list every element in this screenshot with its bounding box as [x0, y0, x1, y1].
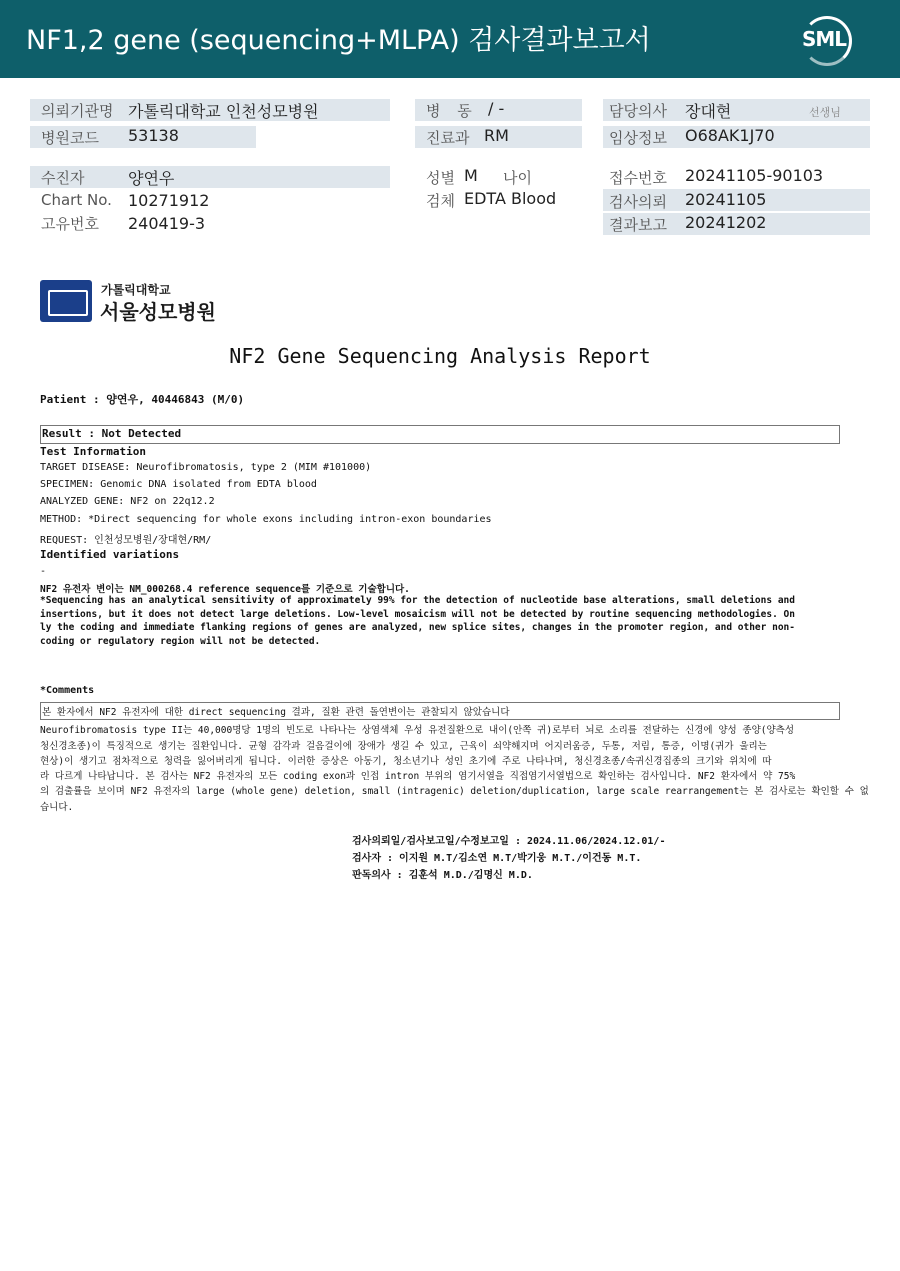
clinical-label: 임상정보: [609, 129, 667, 147]
report-date-value: 20241202: [685, 213, 767, 232]
department-label: 진료과: [426, 129, 470, 147]
specimen-line: SPECIMEN: Genomic DNA isolated from EDTA blood: [40, 479, 317, 490]
dates-line: 검사의뢰일/검사보고일/수정보고일 : 2024.11.06/2024.12.01/-: [352, 836, 666, 847]
hospital-emblem-icon: [40, 280, 92, 322]
hospital-small-name: 가톨릭대학교: [101, 283, 171, 297]
logo-text: SML: [802, 27, 847, 51]
receipt-label: 접수번호: [609, 169, 667, 187]
comment-line-6: 습니다.: [40, 802, 74, 813]
testers-line: 검사자 : 이지원 M.T/김소연 M.T/박기웅 M.T./이건동 M.T.: [352, 853, 642, 864]
specimen-value: EDTA Blood: [464, 189, 557, 208]
specimen-label: 검체: [426, 192, 455, 210]
chart-value: 10271912: [128, 191, 210, 210]
comment-line-3: 현상)이 생기고 점차적으로 청력을 잃어버리게 됩니다. 이러한 증상은 아동기, 청소년기나 성인 초기에 주로 나타나며, 청신경초종/속귀신경집종의 크기와 위치에 따: [40, 756, 772, 767]
sensitivity-line-3: ly the coding and immediate flanking regions of genes are analyzed, new splice sites, changes in the promoter region, and other non-: [40, 622, 795, 633]
ward-value: / -: [488, 99, 505, 118]
sensitivity-line-1: *Sequencing has an analytical sensitivity of approximately 99% for the detection of nucleotide base alterations, small deletions and: [40, 595, 795, 606]
sensitivity-line-2: insertions, but it does not detect large deletions. Low-level mosaicism will not be detected by routine sequencing methodologies. On: [40, 609, 795, 620]
target-disease: TARGET DISEASE: Neurofibromatosis, type 2 (MIM #101000): [40, 462, 372, 473]
request-date-label: 검사의뢰: [609, 193, 667, 211]
doctor-value: 장대현: [685, 102, 732, 121]
comment-line-2: 청신경초종)이 특징적으로 생기는 질환입니다. 균형 감각과 걸음걸이에 장애가 생길 수 있고, 근육이 쇠약해지며 어지러움증, 두통, 저림, 통증, 이명(귀가 울리는: [40, 741, 767, 752]
identified-dash: -: [40, 566, 47, 577]
chart-label: Chart No.: [41, 191, 112, 209]
report-header: [0, 0, 900, 78]
receipt-value: 20241105-90103: [685, 166, 824, 185]
report-header-title: NF1,2 gene (sequencing+MLPA) 검사결과보고서: [26, 25, 651, 56]
clinical-value: O68AK1J70: [685, 126, 775, 145]
sml-logo-icon: [798, 12, 854, 68]
reference-note: NF2 유전자 변이는 NM_000268.4 reference sequence를 기준으로 기술합니다.: [40, 584, 410, 595]
sex-value: M: [464, 166, 478, 185]
patient-label: 수진자: [41, 169, 85, 187]
patient-value: 양연우: [128, 169, 175, 188]
patient-line: Patient : 양연우, 40446843 (M/0): [40, 393, 245, 406]
request-date-value: 20241105: [685, 190, 767, 209]
comment-box-text: 본 환자에서 NF2 유전자에 대한 direct sequencing 결과, 질환 관련 돌연변이는 관찰되지 않았습니다: [42, 707, 510, 718]
hospital-big-name: 서울성모병원: [100, 300, 216, 324]
comments-heading: *Comments: [40, 685, 95, 696]
method-line: METHOD: *Direct sequencing for whole exons including intron-exon boundaries: [40, 514, 492, 525]
ward-label: 병 동: [426, 102, 478, 120]
analyzed-gene: ANALYZED GENE: NF2 on 22q12.2: [40, 496, 215, 507]
doctor-suffix: 선생님: [809, 106, 841, 119]
age-label: 나이: [503, 169, 532, 187]
identified-heading: Identified variations: [40, 548, 180, 561]
doctor-label: 담당의사: [609, 102, 667, 120]
request-line: REQUEST: 인천성모병원/장대현/RM/: [40, 535, 212, 546]
department-value: RM: [484, 126, 509, 145]
hospital-code-label: 병원코드: [41, 129, 99, 147]
hospital-emblem-inner: [48, 290, 88, 316]
institution-label: 의뢰기관명: [41, 102, 114, 120]
unique-label: 고유번호: [41, 215, 99, 233]
sensitivity-line-4: coding or regulatory region will not be detected.: [40, 636, 321, 647]
hospital-code-value: 53138: [128, 126, 179, 145]
test-info-heading: Test Information: [40, 445, 146, 458]
report-date-label: 결과보고: [609, 216, 667, 234]
result-text: Result : Not Detected: [42, 427, 182, 440]
institution-value: 가톨릭대학교 인천성모병원: [128, 102, 319, 121]
comment-line-1: Neurofibromatosis type II는 40,000명당 1명의 빈도로 나타나는 상염색체 우성 유전질환으로 내이(안쪽 귀)로부터 뇌로 소리를 전달하는 신경에 양성 종양(양측성: [40, 725, 795, 736]
comment-line-5: 의 검출률을 보이며 NF2 유전자의 large (whole gene) deletion, small (intragenic) deletion/duplication, large scale rearrangement는 본 검사로는 확인할 수 없: [40, 786, 869, 797]
comment-line-4: 라 다르게 나타납니다. 본 검사는 NF2 유전자의 모든 coding exon과 인접 intron 부위의 염기서열을 직접염기서열법으로 확인하는 검사입니다. NF2 환자에서 약 75%: [40, 771, 796, 782]
report-title: NF2 Gene Sequencing Analysis Report: [229, 344, 651, 368]
unique-value: 240419-3: [128, 214, 206, 233]
sex-label: 성별: [426, 169, 455, 187]
physician-line: 판독의사 : 김훈석 M.D./김명신 M.D.: [352, 870, 533, 881]
